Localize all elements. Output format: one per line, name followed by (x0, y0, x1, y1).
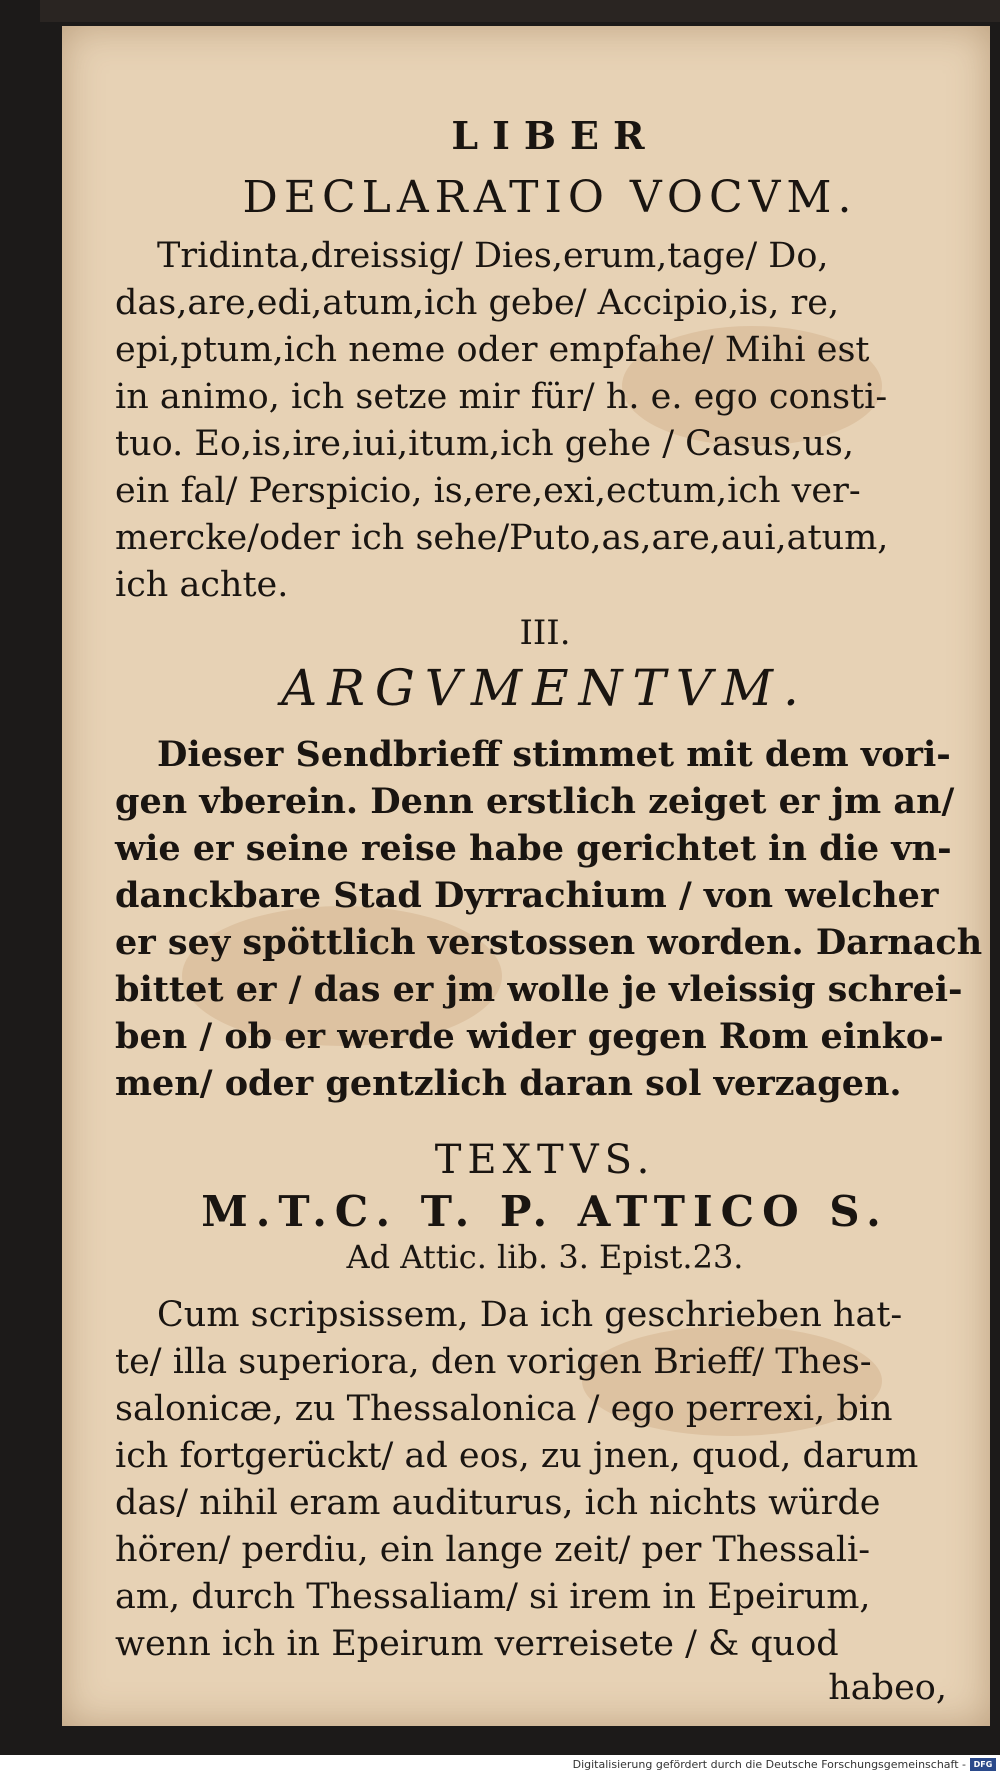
text-line: das,are,edi,atum,ich gebe/ Accipio,is, re, (115, 283, 840, 323)
textus-paragraph (115, 1292, 955, 1668)
text-line: wenn ich in Epeirum verreisete / & quod (115, 1624, 839, 1664)
footer-credit: Digitalisierung gefördert durch die Deutsche Forschungsgemeinschaft - (572, 1758, 966, 1771)
text-line: bittet er / das er jm wolle je vleissig schrei- (115, 969, 963, 1010)
text-line: ben / ob er werde wider gegen Rom einko- (115, 1016, 944, 1057)
argument-heading: ARGVMENTVM. (281, 659, 809, 717)
dfg-logo-icon: DFG (970, 1758, 996, 1771)
text-line: Dieser Sendbrieff stimmet mit dem vori- (157, 734, 951, 775)
text-line: mercke/oder ich sehe/Puto,as,are,aui,atum, (115, 518, 889, 558)
text-line: epi,ptum,ich neme oder empfahe/ Mihi est (115, 330, 870, 370)
textus-heading: TEXTVS. (434, 1137, 656, 1183)
chapter-numeral: III. (519, 613, 571, 653)
catchword: habeo, (828, 1668, 947, 1708)
running-head: LIBER (451, 113, 659, 158)
page-text (115, 95, 983, 1708)
digitization-footer (0, 1755, 1000, 1774)
text-line: te/ illa superiora, den vorigen Brieff/ Thes- (115, 1342, 872, 1382)
text-line: wie er seine reise habe gerichtet in die vn- (115, 828, 952, 869)
text-line: hören/ perdiu, ein lange zeit/ per Thessali- (115, 1530, 871, 1570)
text-line: das/ nihil eram auditurus, ich nichts würde (115, 1483, 881, 1523)
text-line: ein fal/ Perspicio, is,ere,exi,ectum,ich ver- (115, 471, 861, 511)
text-line: ich achte. (115, 565, 289, 605)
book-edge (40, 0, 1000, 22)
section-heading: DECLARATIO VOCVM. (242, 172, 858, 223)
text-line: am, durch Thessaliam/ si irem in Epeirum, (115, 1577, 871, 1617)
text-line: Tridinta,dreissig/ Dies,erum,tage/ Do, (157, 236, 829, 276)
text-line: in animo, ich setze mir für/ h. e. ego consti- (115, 377, 888, 417)
declaratio-paragraph (115, 233, 955, 609)
text-line: tuo. Eo,is,ire,iui,itum,ich gehe / Casus,us, (115, 424, 855, 464)
letter-citation: Ad Attic. lib. 3. Epist.23. (346, 1238, 744, 1276)
text-line: ich fortgerückt/ ad eos, zu jnen, quod, darum (115, 1436, 919, 1476)
text-line: salonicæ, zu Thessalonica / ego perrexi, bin (115, 1389, 893, 1429)
argument-paragraph (115, 731, 983, 1107)
letter-addressee: M.T.C. T. P. ATTICO S. (201, 1187, 889, 1236)
text-line: er sey spöttlich verstossen worden. Darnach (115, 922, 983, 963)
text-line: Cum scripsissem, Da ich geschrieben hat- (157, 1295, 903, 1335)
text-line: gen vberein. Denn erstlich zeiget er jm an/ (115, 781, 955, 822)
text-line: men/ oder gentzlich daran sol verzagen. (115, 1063, 902, 1104)
text-line: danckbare Stad Dyrrachium / von welcher (115, 875, 939, 916)
